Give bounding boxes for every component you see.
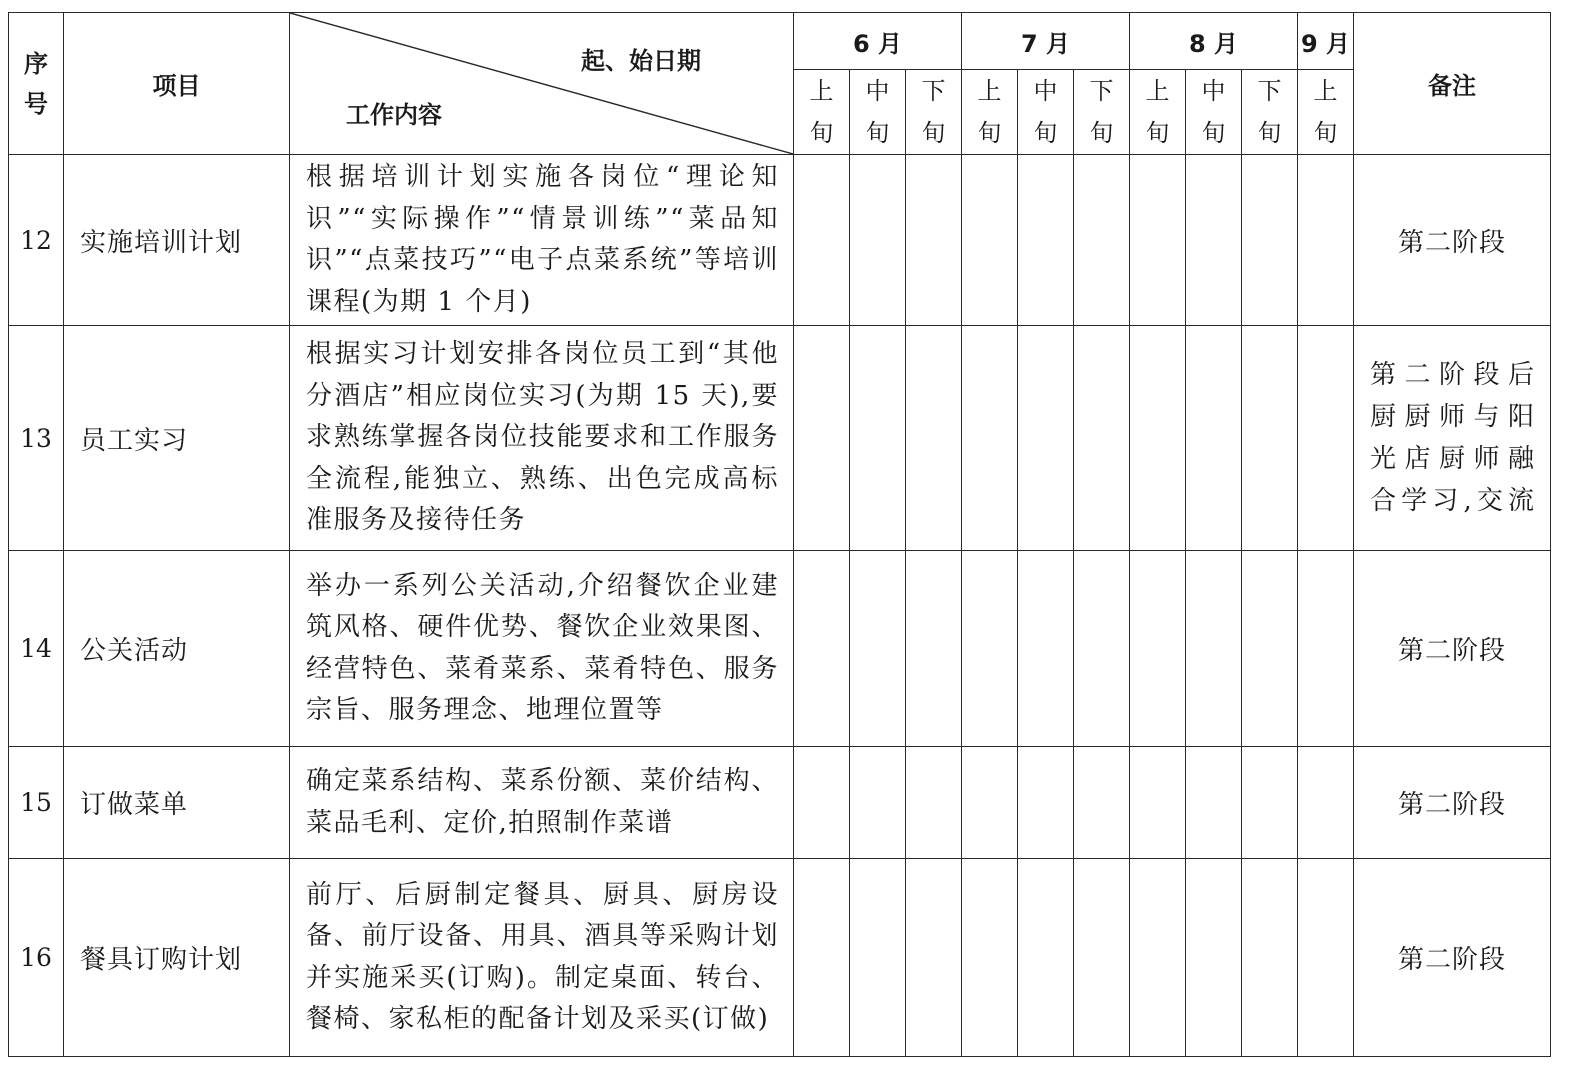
schedule-cell (906, 747, 962, 859)
schedule-cell (1130, 747, 1186, 859)
schedule-cell (1130, 326, 1186, 551)
schedule-cell (1074, 747, 1130, 859)
header-ten-day (1018, 70, 1074, 155)
row-note: 第二阶段 (1354, 551, 1551, 747)
schedule-cell (962, 859, 1018, 1057)
schedule-table (8, 12, 1551, 1057)
schedule-cell (850, 326, 906, 551)
schedule-cell (1018, 859, 1074, 1057)
ten-day-char: 旬 (865, 119, 890, 147)
schedule-cell (1298, 859, 1354, 1057)
schedule-cell (906, 551, 962, 747)
row-content: 根据实习计划安排各岗位员工到“其他分酒店”相应岗位实习(为期 15 天),要求熟练掌握各岗位技能要求和工作服务全流程,能独立、熟练、出色完成高标准服务及接待任务 (290, 326, 794, 551)
ten-day-char: 下 (921, 77, 946, 105)
schedule-cell (794, 859, 850, 1057)
schedule-cell (1018, 747, 1074, 859)
schedule-cell (1074, 326, 1130, 551)
row-content: 举办一系列公关活动,介绍餐饮企业建筑风格、硬件优势、餐饮企业效果图、经营特色、菜肴菜系、菜肴特色、服务宗旨、服务理念、地理位置等 (290, 551, 794, 747)
schedule-cell (962, 747, 1018, 859)
schedule-cell (1298, 747, 1354, 859)
schedule-cell (1018, 326, 1074, 551)
schedule-cell (1242, 747, 1298, 859)
ten-day-char: 旬 (1089, 119, 1114, 147)
header-ten-day (1298, 70, 1354, 155)
schedule-cell (1298, 551, 1354, 747)
row-item: 订做菜单 (64, 747, 290, 859)
row-item: 员工实习 (64, 326, 290, 551)
schedule-cell (1298, 155, 1354, 326)
header-ten-day (1186, 70, 1242, 155)
diagonal-line (290, 13, 793, 154)
row-item: 餐具订购计划 (64, 859, 290, 1057)
header-month-9: 9 月 (1298, 13, 1354, 70)
row-seq: 14 (9, 551, 64, 747)
ten-day-char: 旬 (1201, 119, 1226, 147)
ten-day-char: 上 (1313, 77, 1338, 105)
row-content: 根据培训计划实施各岗位“理论知识”“实际操作”“情景训练”“菜品知识”“点菜技巧”“电子点菜系统”等培训课程(为期 1 个月) (290, 155, 794, 326)
schedule-cell (1242, 859, 1298, 1057)
header-month-6: 6 月 (794, 13, 962, 70)
schedule-cell (1074, 551, 1130, 747)
schedule-cell (1242, 155, 1298, 326)
table-row (9, 551, 1551, 747)
schedule-cell (1298, 326, 1354, 551)
header-ten-day (1242, 70, 1298, 155)
table-row (9, 859, 1551, 1057)
schedule-cell (794, 747, 850, 859)
header-month-7: 7 月 (962, 13, 1130, 70)
ten-day-char: 旬 (809, 119, 834, 147)
row-seq: 15 (9, 747, 64, 859)
ten-day-char: 中 (1033, 77, 1058, 105)
schedule-cell (1242, 551, 1298, 747)
header-diagonal-cell (290, 13, 794, 155)
header-ten-day (1130, 70, 1186, 155)
ten-day-char: 上 (977, 77, 1002, 105)
schedule-cell (794, 326, 850, 551)
header-item: 项目 (64, 13, 290, 155)
ten-day-char: 下 (1089, 77, 1114, 105)
schedule-cell (1074, 859, 1130, 1057)
ten-day-char: 上 (1145, 77, 1170, 105)
header-month-8: 8 月 (1130, 13, 1298, 70)
schedule-cell (1074, 155, 1130, 326)
row-item: 实施培训计划 (64, 155, 290, 326)
schedule-cell (906, 155, 962, 326)
header-ten-day (962, 70, 1018, 155)
schedule-cell (1242, 326, 1298, 551)
schedule-cell (1130, 551, 1186, 747)
schedule-cell (906, 326, 962, 551)
schedule-cell (1186, 326, 1242, 551)
ten-day-char: 上 (809, 77, 834, 105)
table-row (9, 326, 1551, 551)
schedule-cell (1130, 859, 1186, 1057)
ten-day-char: 旬 (1257, 119, 1282, 147)
header-work-label: 工作内容 (346, 101, 442, 129)
ten-day-char: 下 (1257, 77, 1282, 105)
row-seq: 16 (9, 859, 64, 1057)
header-seq-char-2: 号 (24, 89, 48, 118)
schedule-cell (1186, 551, 1242, 747)
schedule-cell (962, 155, 1018, 326)
ten-day-char: 中 (865, 77, 890, 105)
table-row (9, 747, 1551, 859)
header-seq-char-1: 序 (24, 49, 48, 78)
schedule-cell (1130, 155, 1186, 326)
row-content: 确定菜系结构、菜系份额、菜价结构、菜品毛利、定价,拍照制作菜谱 (290, 747, 794, 859)
schedule-cell (962, 551, 1018, 747)
schedule-cell (1186, 155, 1242, 326)
ten-day-char: 中 (1201, 77, 1226, 105)
row-note: 第二阶段 (1354, 859, 1551, 1057)
ten-day-char: 旬 (1313, 119, 1338, 147)
schedule-cell (794, 551, 850, 747)
schedule-cell (962, 326, 1018, 551)
schedule-cell (850, 551, 906, 747)
schedule-cell (850, 747, 906, 859)
header-seq (9, 13, 64, 155)
schedule-cell (794, 155, 850, 326)
ten-day-char: 旬 (1145, 119, 1170, 147)
header-ten-day (850, 70, 906, 155)
row-seq: 12 (9, 155, 64, 326)
row-note: 第二阶段后厨厨师与阳光店厨师融合学习,交流 (1354, 326, 1551, 551)
header-note: 备注 (1354, 13, 1551, 155)
header-ten-day (794, 70, 850, 155)
header-date-label: 起、始日期 (581, 47, 701, 75)
schedule-cell (850, 859, 906, 1057)
row-item: 公关活动 (64, 551, 290, 747)
header-ten-day (1074, 70, 1130, 155)
row-note: 第二阶段 (1354, 155, 1551, 326)
schedule-cell (850, 155, 906, 326)
schedule-cell (906, 859, 962, 1057)
ten-day-char: 旬 (1033, 119, 1058, 147)
table-row (9, 155, 1551, 326)
row-content: 前厅、后厨制定餐具、厨具、厨房设备、前厅设备、用具、酒具等采购计划并实施采买(订购)。制定桌面、转台、餐椅、家私柜的配备计划及采买(订做) (290, 859, 794, 1057)
row-seq: 13 (9, 326, 64, 551)
row-note: 第二阶段 (1354, 747, 1551, 859)
ten-day-char: 旬 (977, 119, 1002, 147)
schedule-cell (1186, 747, 1242, 859)
schedule-cell (1186, 859, 1242, 1057)
schedule-cell (1018, 551, 1074, 747)
ten-day-char: 旬 (921, 119, 946, 147)
schedule-cell (1018, 155, 1074, 326)
header-ten-day (906, 70, 962, 155)
